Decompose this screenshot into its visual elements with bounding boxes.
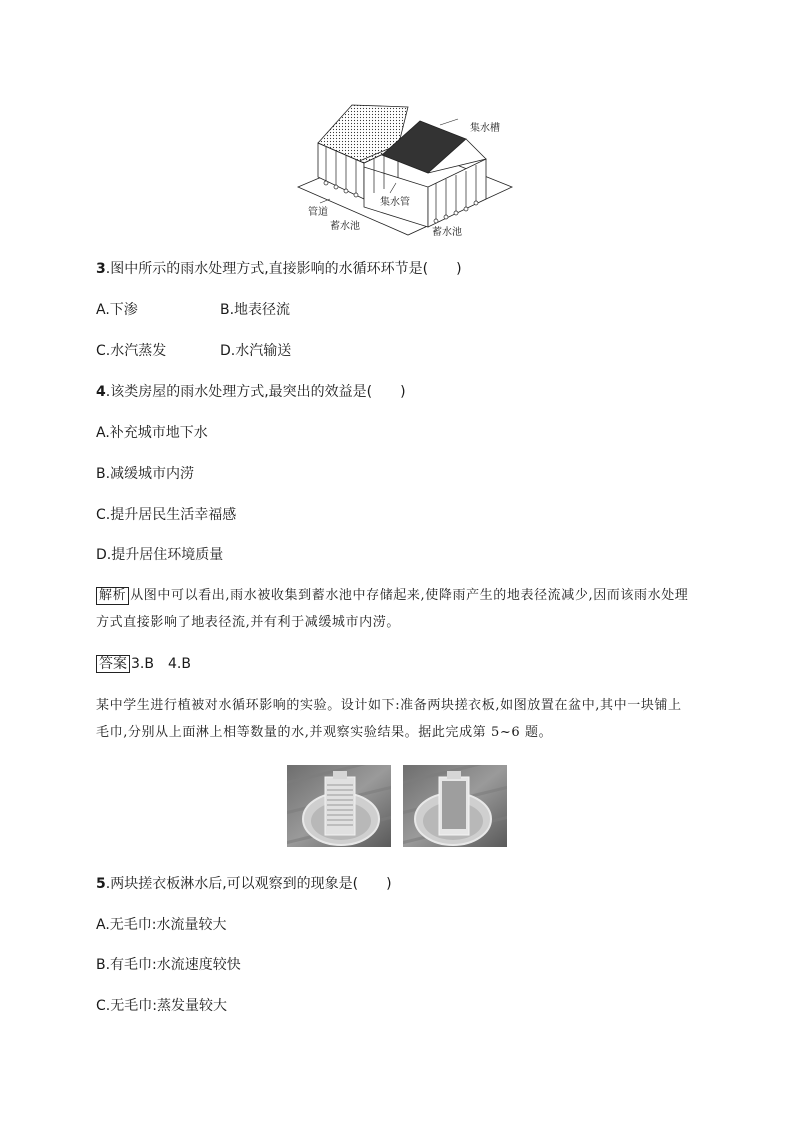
question-4-stem [96,383,406,401]
analysis-tag: 解析 [96,587,129,605]
question-3-option-a: A.下渗 [96,302,138,318]
rainwater-collection-diagram [290,95,520,240]
intro-line-1: 某中学生进行植被对水循环影响的实验。设计如下:准备两块搓衣板,如图放置在盆中,其中一块铺上 [96,698,682,713]
washboard-plain-image [287,765,391,847]
washboard-towel-image [403,765,507,847]
answer-text: 3.B 4.B [131,656,191,672]
washboard-photo-with-towel [403,765,507,847]
question-4-text: .该类房屋的雨水处理方式,最突出的效益是( ) [105,384,406,400]
analysis-line-2: 方式直接影响了地表径流,并有利于减缓城市内涝。 [96,615,400,630]
question-5-option-b: B.有毛巾:水流速度较快 [96,957,241,973]
pool-left-label: 蓄水池 [330,221,360,232]
question-5-option-a: A.无毛巾:水流量较大 [96,917,227,933]
question-5-text: .两块搓衣板淋水后,可以观察到的现象是( ) [105,876,392,892]
question-3-option-row-2 [96,342,496,360]
question-4-option-c: C.提升居民生活幸福感 [96,507,237,523]
house-diagram-drawing [290,95,520,240]
question-5-option-c: C.无毛巾:蒸发量较大 [96,998,227,1014]
answer-tag: 答案 [96,655,130,673]
question-3-option-row-1 [96,301,496,319]
question-5-number: 5 [96,876,106,892]
washboard-photo-without-towel [287,765,391,847]
question-3-option-c: C.水汽蒸发 [96,343,167,359]
pipe-label: 管道 [308,207,328,218]
question-3-text: .图中所示的雨水处理方式,直接影响的水循环环节是( ) [105,261,462,277]
answer-line [96,655,191,673]
question-4-option-d: D.提升居住环境质量 [96,547,224,563]
collect-trough-label: 集水槽 [470,123,500,134]
question-5-stem [96,875,392,893]
collect-pipe-label: 集水管 [380,197,410,208]
pool-right-label: 蓄水池 [432,227,462,238]
question-3-stem [96,260,462,278]
question-4-option-a: A.补充城市地下水 [96,425,208,441]
intro-line-2: 毛巾,分别从上面淋上相等数量的水,并观察实验结果。据此完成第 5~6 题。 [96,725,553,740]
question-4-number: 4 [96,384,106,400]
question-4-option-b: B.减缓城市内涝 [96,466,195,482]
question-3-option-b: B.地表径流 [220,302,291,318]
question-3-number: 3 [96,261,106,277]
analysis-line-1 [96,587,688,605]
question-3-option-d: D.水汽输送 [220,343,292,359]
analysis-text-1: 从图中可以看出,雨水被收集到蓄水池中存储起来,使降雨产生的地表径流减少,因而该雨水处理 [130,588,689,603]
